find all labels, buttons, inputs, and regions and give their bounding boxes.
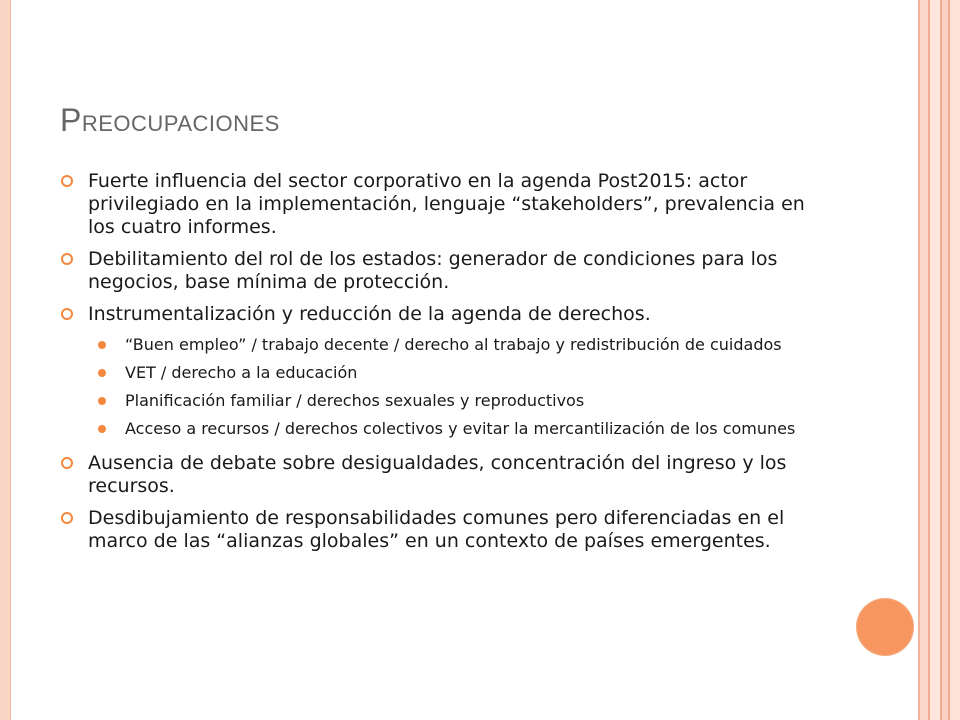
dot-bullet-icon — [98, 425, 106, 433]
decorative-circle-icon — [856, 598, 914, 656]
bullet-item — [60, 452, 830, 498]
sub-bullet-item — [97, 391, 830, 410]
bullet-list — [60, 170, 830, 562]
sub-bullet-text: Acceso a recursos / derechos colectivos y evitar la mercantilización de los comunes — [125, 419, 796, 438]
sub-bullet-item — [97, 419, 830, 438]
dot-bullet-icon — [98, 341, 106, 349]
ring-bullet-icon — [61, 175, 73, 187]
bullet-text: Debilitamiento del rol de los estados: generador de condiciones para los negocios, base mínima de protección. — [88, 248, 778, 293]
dot-bullet-icon — [98, 397, 106, 405]
sub-bullet-item — [97, 363, 830, 382]
right-stripe — [920, 0, 928, 720]
sub-bullet-item — [97, 335, 830, 354]
left-frame-stripe — [0, 0, 10, 720]
sub-bullet-text: “Buen empleo” / trabajo decente / derecho al trabajo y redistribución de cuidados — [125, 335, 782, 354]
bullet-text: Ausencia de debate sobre desigualdades, concentración del ingreso y los recursos. — [88, 452, 787, 497]
bullet-item — [60, 507, 830, 553]
sub-bullet-text: VET / derecho a la educación — [125, 363, 358, 382]
bullet-item — [60, 248, 830, 294]
sub-bullet-list — [88, 335, 830, 438]
ring-bullet-icon — [61, 457, 73, 469]
right-stripe — [930, 0, 940, 720]
ring-bullet-icon — [61, 512, 73, 524]
dot-bullet-icon — [98, 369, 106, 377]
bullet-item — [60, 170, 830, 239]
right-stripe — [950, 0, 960, 720]
left-frame-line — [10, 0, 11, 720]
bullet-item — [60, 303, 830, 438]
ring-bullet-icon — [61, 253, 73, 265]
bullet-text: Instrumentalización y reducción de la agenda de derechos. — [88, 303, 651, 325]
ring-bullet-icon — [61, 308, 73, 320]
bullet-text: Fuerte influencia del sector corporativo en la agenda Post2015: actor privilegiado en la implementación, lenguaje “stakeholders”, prevalencia en los cuatro informes. — [88, 170, 805, 238]
sub-bullet-text: Planificación familiar / derechos sexuales y reproductivos — [125, 391, 585, 410]
bullet-text: Desdibujamiento de responsabilidades comunes pero diferenciadas en el marco de las “alianzas globales” en un contexto de países emergentes. — [88, 507, 785, 552]
slide-title: Preocupaciones — [60, 102, 280, 138]
